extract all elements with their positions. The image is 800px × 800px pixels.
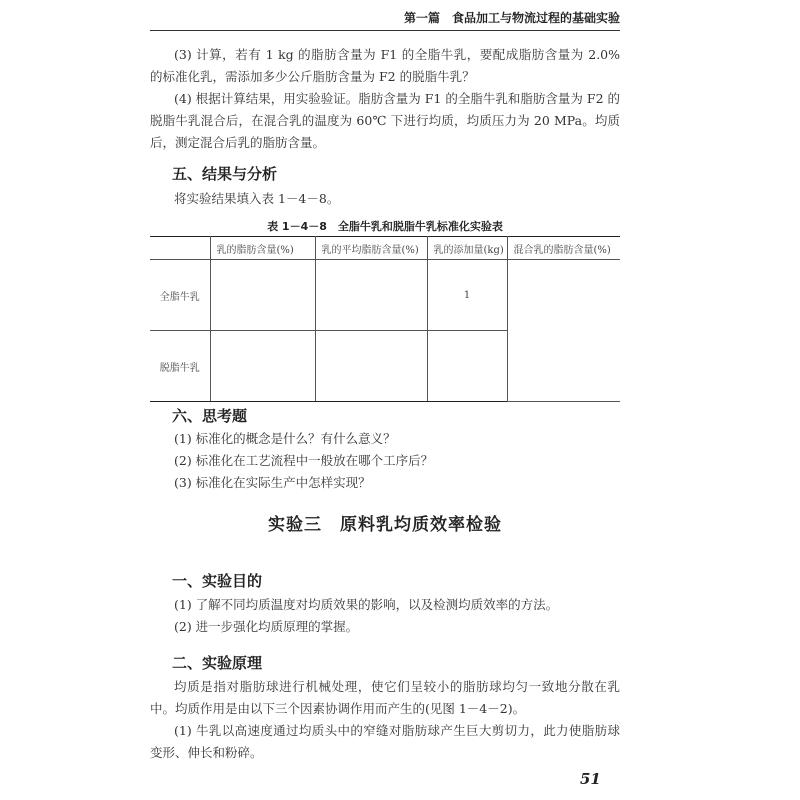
paragraph-calc: (3) 计算，若有 1 kg 的脂肪含量为 F1 的全脂牛乳，要配成脂肪含量为 2.0% 的标准化乳，需添加多少公斤脂肪含量为 F2 的脱脂牛乳？ xyxy=(150,47,620,84)
table-caption: 表 1－4－8 全脂牛乳和脱脂牛乳标准化实验表 xyxy=(267,220,503,233)
table-cell xyxy=(210,331,315,402)
results-instruction: 将实验结果填入表 1－4－8。 xyxy=(174,191,340,206)
table-cell-amount xyxy=(427,331,507,402)
running-header: 第一篇 食品加工与物流过程的基础实验 xyxy=(150,8,620,31)
table-cell xyxy=(315,260,427,331)
page-number: 51 xyxy=(580,770,601,788)
section-heading-results: 五、结果与分析 xyxy=(172,165,278,183)
table-cell xyxy=(210,260,315,331)
table-row xyxy=(150,260,620,331)
experiment-title: 实验三 原料乳均质效率检验 xyxy=(268,515,502,535)
standardization-table xyxy=(150,236,620,402)
section-heading-questions: 六、思考题 xyxy=(172,407,248,425)
row-label: 脱脂牛乳 xyxy=(150,331,210,402)
table-header-cell: 乳的脂肪含量(%) xyxy=(210,237,315,260)
table-cell xyxy=(507,260,620,402)
purpose-item: (1) 了解不同均质温度对均质效果的影响，以及检测均质效率的方法。 xyxy=(174,597,559,612)
table-cell xyxy=(315,331,427,402)
row-label: 全脂牛乳 xyxy=(150,260,210,331)
section-heading-principle: 二、实验原理 xyxy=(172,654,263,672)
table-cell-amount: 1 xyxy=(427,260,507,331)
table-header-cell: 乳的平均脂肪含量(%) xyxy=(315,237,427,260)
table-header-cell: 混合乳的脂肪含量(%) xyxy=(507,237,620,260)
table-header-row xyxy=(150,237,620,260)
question-item: (1) 标准化的概念是什么？有什么意义？ xyxy=(174,431,396,446)
question-item: (3) 标准化在实际生产中怎样实现？ xyxy=(174,475,371,490)
principle-paragraph: (1) 牛乳以高速度通过均质头中的窄缝对脂肪球产生巨大剪切力，此力使脂肪球变形、伸长和粉碎。 xyxy=(150,723,620,760)
purpose-item: (2) 进一步强化均质原理的掌握。 xyxy=(174,619,359,634)
table-header-cell: 乳的添加量(kg) xyxy=(427,237,507,260)
question-item: (2) 标准化在工艺流程中一般放在哪个工序后？ xyxy=(174,453,434,468)
paragraph-verify: (4) 根据计算结果，用实验验证。脂肪含量为 F1 的全脂牛乳和脂肪含量为 F2 的脱脂牛乳混合后，在混合乳的温度为 60℃ 下进行均质，均质压力为 20 MPa。均质后，测定混合后乳的脂肪含量。 xyxy=(150,91,620,150)
principle-paragraph: 均质是指对脂肪球进行机械处理，使它们呈较小的脂肪球均匀一致地分散在乳中。均质作用是由以下三个因素协调作用而产生的(见图 1－4－2)。 xyxy=(150,679,620,716)
table-header-cell xyxy=(150,237,210,260)
section-heading-purpose: 一、实验目的 xyxy=(172,572,263,590)
